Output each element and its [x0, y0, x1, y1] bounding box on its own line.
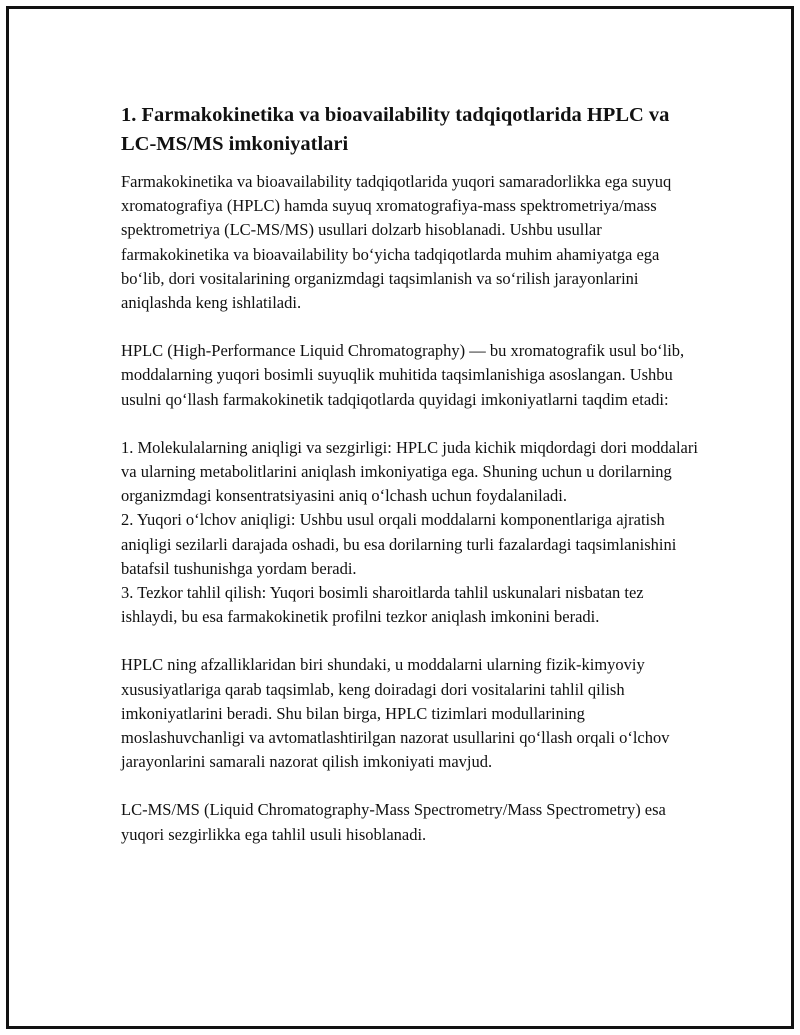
page-border — [6, 6, 794, 1029]
section-title: 1. Farmakokinetika va bioavailability tadqiqotlarida HPLC va LC-MS/MS imkoniyatlari — [121, 104, 670, 155]
list-item: 1. Molekulalarning aniqligi va sezgirligi: HPLC juda kichik miqdordagi dori moddalari va ularning metabolitlarini aniqlash imkoniyatiga ega. Shuning uchun u dorilarning organizmdagi konsentratsiyasini aniq o‘lchash uchun foydalaniladi. — [121, 437, 698, 506]
list-item: 2. Yuqori o‘lchov aniqligi: Ushbu usul orqali moddalarni komponentlariga ajratish aniqligi sezilarli darajada oshadi, bu esa dorilarning turli fazalardagi taqsimlanishini batafsil tushunishga yordam beradi. — [121, 510, 677, 578]
lcmsms-paragraph: LC-MS/MS (Liquid Chromatography-Mass Spectrometry/Mass Spectrometry) esa yuqori sezgirlikka ega tahlil usuli hisoblanadi. — [121, 800, 666, 844]
list-item: 3. Tezkor tahlil qilish: Yuqori bosimli sharoitlarda tahlil uskunalari nisbatan tez ishlaydi, bu esa farmakokinetik profilni tezkor aniqlash imkonini beradi. — [121, 583, 644, 627]
document-body — [121, 101, 701, 871]
hplc-definition-paragraph: HPLC (High-Performance Liquid Chromatography) — bu xromatografik usul bo‘lib, moddalarning yuqori bosimli suyuqlik muhitida taqsimlanishiga asoslangan. Ushbu usulni qo‘llash farmakokinetik tadqiqotlarda quyidagi imkoniyatlarni taqdim etadi: — [121, 341, 685, 409]
hplc-capabilities-list — [121, 436, 701, 630]
hplc-advantages-paragraph: HPLC ning afzalliklaridan biri shundaki, u moddalarni ularning fizik-kimyoviy xususiyatlariga qarab taqsimlab, keng doiradagi dori vositalarini tahlil qilish imkoniyatlarini beradi. Shu bilan birga, HPLC tizimlari modullarining moslashuvchanligi va avtomatlashtirilgan nazorat usullarini qo‘llash orqali o‘lchov jarayonlarini samarali nazorat qilish imkoniyati mavjud. — [121, 655, 670, 772]
intro-paragraph: Farmakokinetika va bioavailability tadqiqotlarida yuqori samaradorlikka ega suyuq xromatografiya (HPLC) hamda suyuq xromatografiya-mass spektrometriya/mass spektrometriya (LC-MS/MS) usullari dolzarb hisoblanadi. Ushbu usullar farmakokinetika va bioavailability bo‘yicha tadqiqotlarda muhim ahamiyatga ega bo‘lib, dori vositalarining organizmdagi taqsimlanish va so‘rilish jarayonlarini aniqlashda keng ishlatiladi. — [121, 172, 672, 313]
